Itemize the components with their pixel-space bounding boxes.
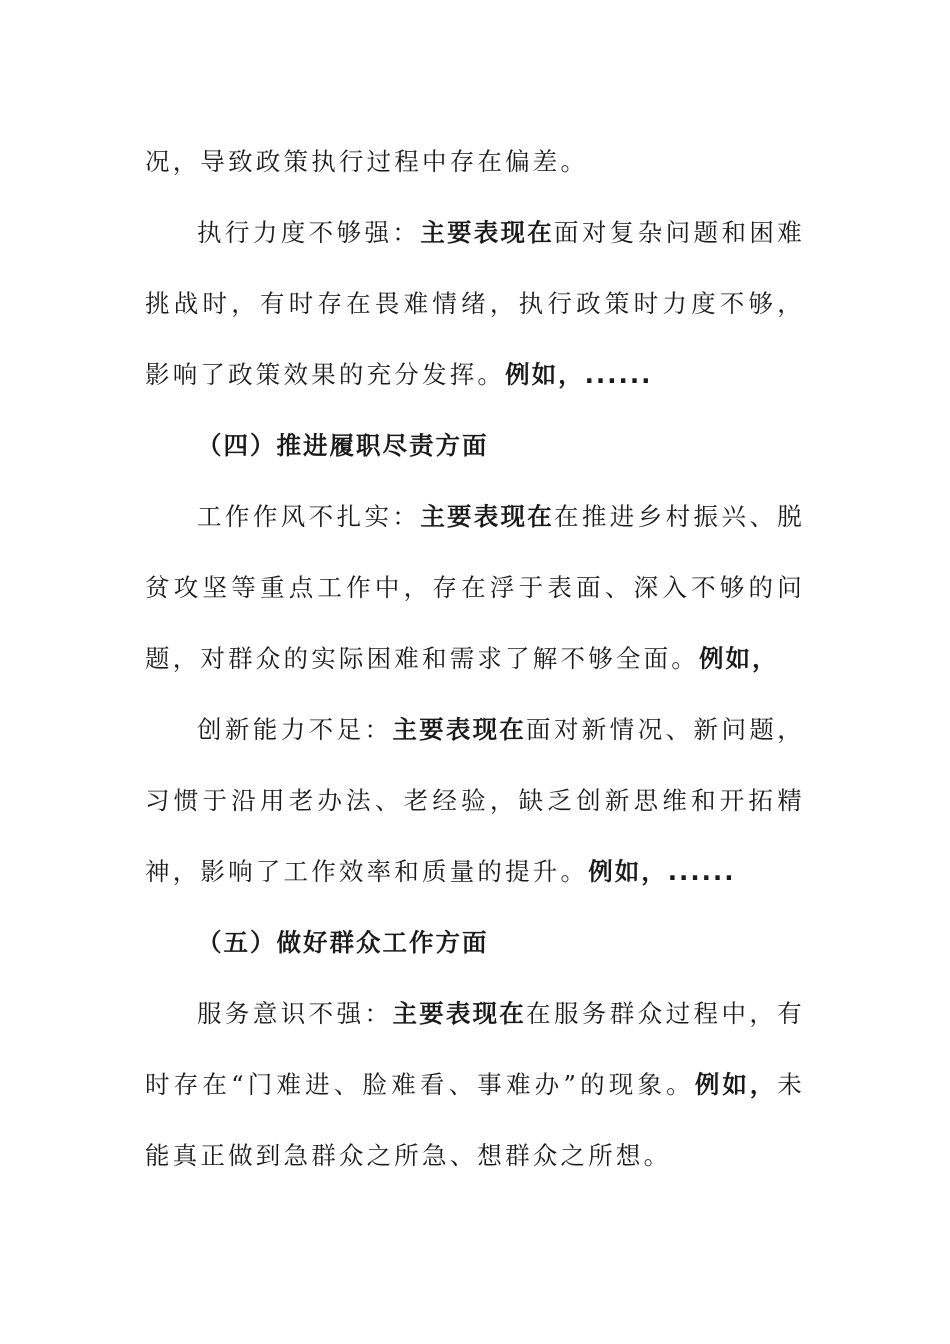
section-heading-5: （五）做好群众工作方面 [197,928,489,957]
paragraph-text: 况，导致政策执行过程中存在偏差。 [145,147,589,176]
paragraph-label: 主要表现在 [392,715,527,744]
paragraph-text: 面对新情况、新问题，习惯于沿用老办法、老经验，缺乏创新思维和开拓精神，影响了工作效率和质量的提升。 [145,715,805,886]
paragraph-lead: 工作作风不扎实： [197,502,421,531]
paragraph-continuation [145,126,805,197]
section-heading-4: （四）推进履职尽责方面 [197,431,489,460]
paragraph-lead: 创新能力不足： [197,715,393,744]
paragraph-text: 在服务群众过程中，有时存在“门难进、脸难看、事难办”的现象。 [145,999,805,1099]
paragraph-lead: 执行力度不够强： [197,218,421,247]
paragraph-example: 例如， [699,644,779,673]
paragraph-service-awareness [145,978,805,1191]
paragraph-label: 主要表现在 [420,218,554,247]
paragraph-execution-strength [145,197,805,410]
paragraph-text: 在推进乡村振兴、脱贫攻坚等重点工作中，存在浮于表面、深入不够的问题，对群众的实际困难和需求了解不够全面。 [145,502,805,673]
paragraph-work-style [145,481,805,694]
document-body [145,126,805,1191]
paragraph-innovation [145,694,805,907]
paragraph-lead: 服务意识不强： [197,999,393,1028]
paragraph-tail: 未能真正做到急群众之所急、想群众之所想。 [145,1070,805,1170]
paragraph-text: 面对复杂问题和困难挑战时，有时存在畏难情绪，执行政策时力度不够，影响了政策效果的充分发挥。 [145,218,805,389]
paragraph-label: 主要表现在 [392,999,527,1028]
paragraph-label: 主要表现在 [420,502,554,531]
paragraph-example: 例如，...... [588,857,736,886]
paragraph-example: 例如， [694,1070,778,1099]
paragraph-example: 例如，...... [505,360,653,389]
